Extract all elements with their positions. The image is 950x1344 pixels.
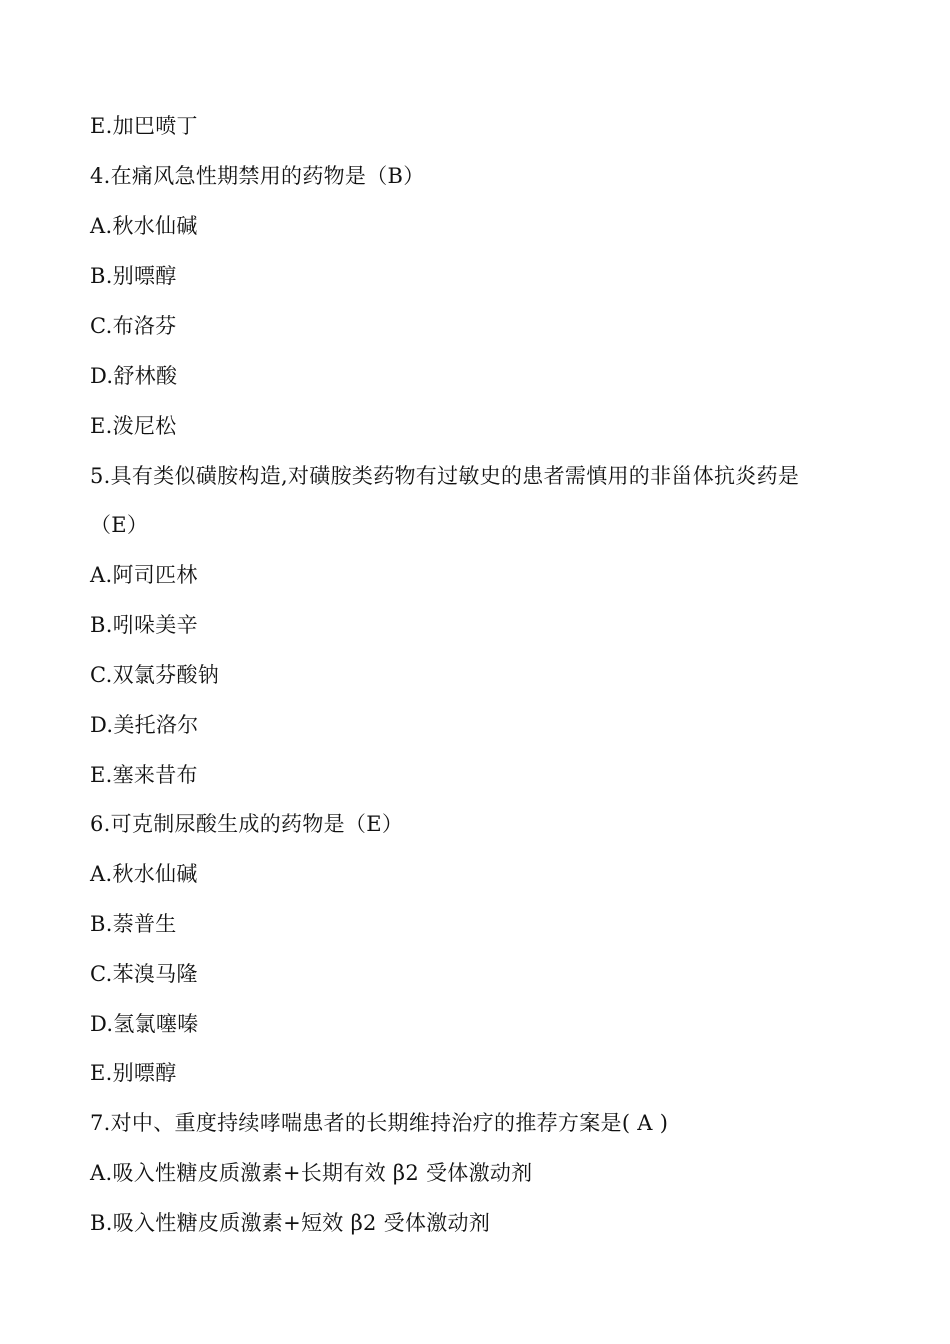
option-3e: E.加巴喷丁 — [90, 114, 198, 138]
option-7b: B.吸入性糖皮质激素+短效 β2 受体激动剂 — [90, 1211, 491, 1235]
option-4d: D.舒林酸 — [90, 364, 178, 388]
option-7a: A.吸入性糖皮质激素+长期有效 β2 受体激动剂 — [90, 1161, 533, 1185]
option-5b: B.吲哚美辛 — [90, 613, 198, 637]
question-5-answer: （E） — [90, 513, 149, 537]
option-5c: C.双氯芬酸钠 — [90, 663, 220, 687]
option-4c: C.布洛芬 — [90, 314, 177, 338]
option-6a: A.秋水仙碱 — [90, 862, 198, 886]
question-4: 4.在痛风急性期禁用的药物是（B） — [90, 164, 425, 188]
option-6b: B.萘普生 — [90, 912, 177, 936]
option-6e: E.别嘌醇 — [90, 1061, 177, 1085]
question-6: 6.可克制尿酸生成的药物是（E） — [90, 812, 404, 836]
option-5e: E.塞来昔布 — [90, 763, 198, 787]
question-5: 5.具有类似磺胺构造,对磺胺类药物有过敏史的患者需慎用的非甾体抗炎药是 — [90, 464, 800, 488]
option-4b: B.别嘌醇 — [90, 264, 177, 288]
option-6c: C.苯溴马隆 — [90, 962, 198, 986]
option-6d: D.氢氯噻嗪 — [90, 1012, 199, 1036]
option-4e: E.泼尼松 — [90, 414, 177, 438]
question-7: 7.对中、重度持续哮喘患者的长期维持治疗的推荐方案是( A ) — [90, 1111, 669, 1135]
option-4a: A.秋水仙碱 — [90, 214, 198, 238]
option-5d: D.美托洛尔 — [90, 713, 199, 737]
option-5a: A.阿司匹林 — [90, 563, 198, 587]
